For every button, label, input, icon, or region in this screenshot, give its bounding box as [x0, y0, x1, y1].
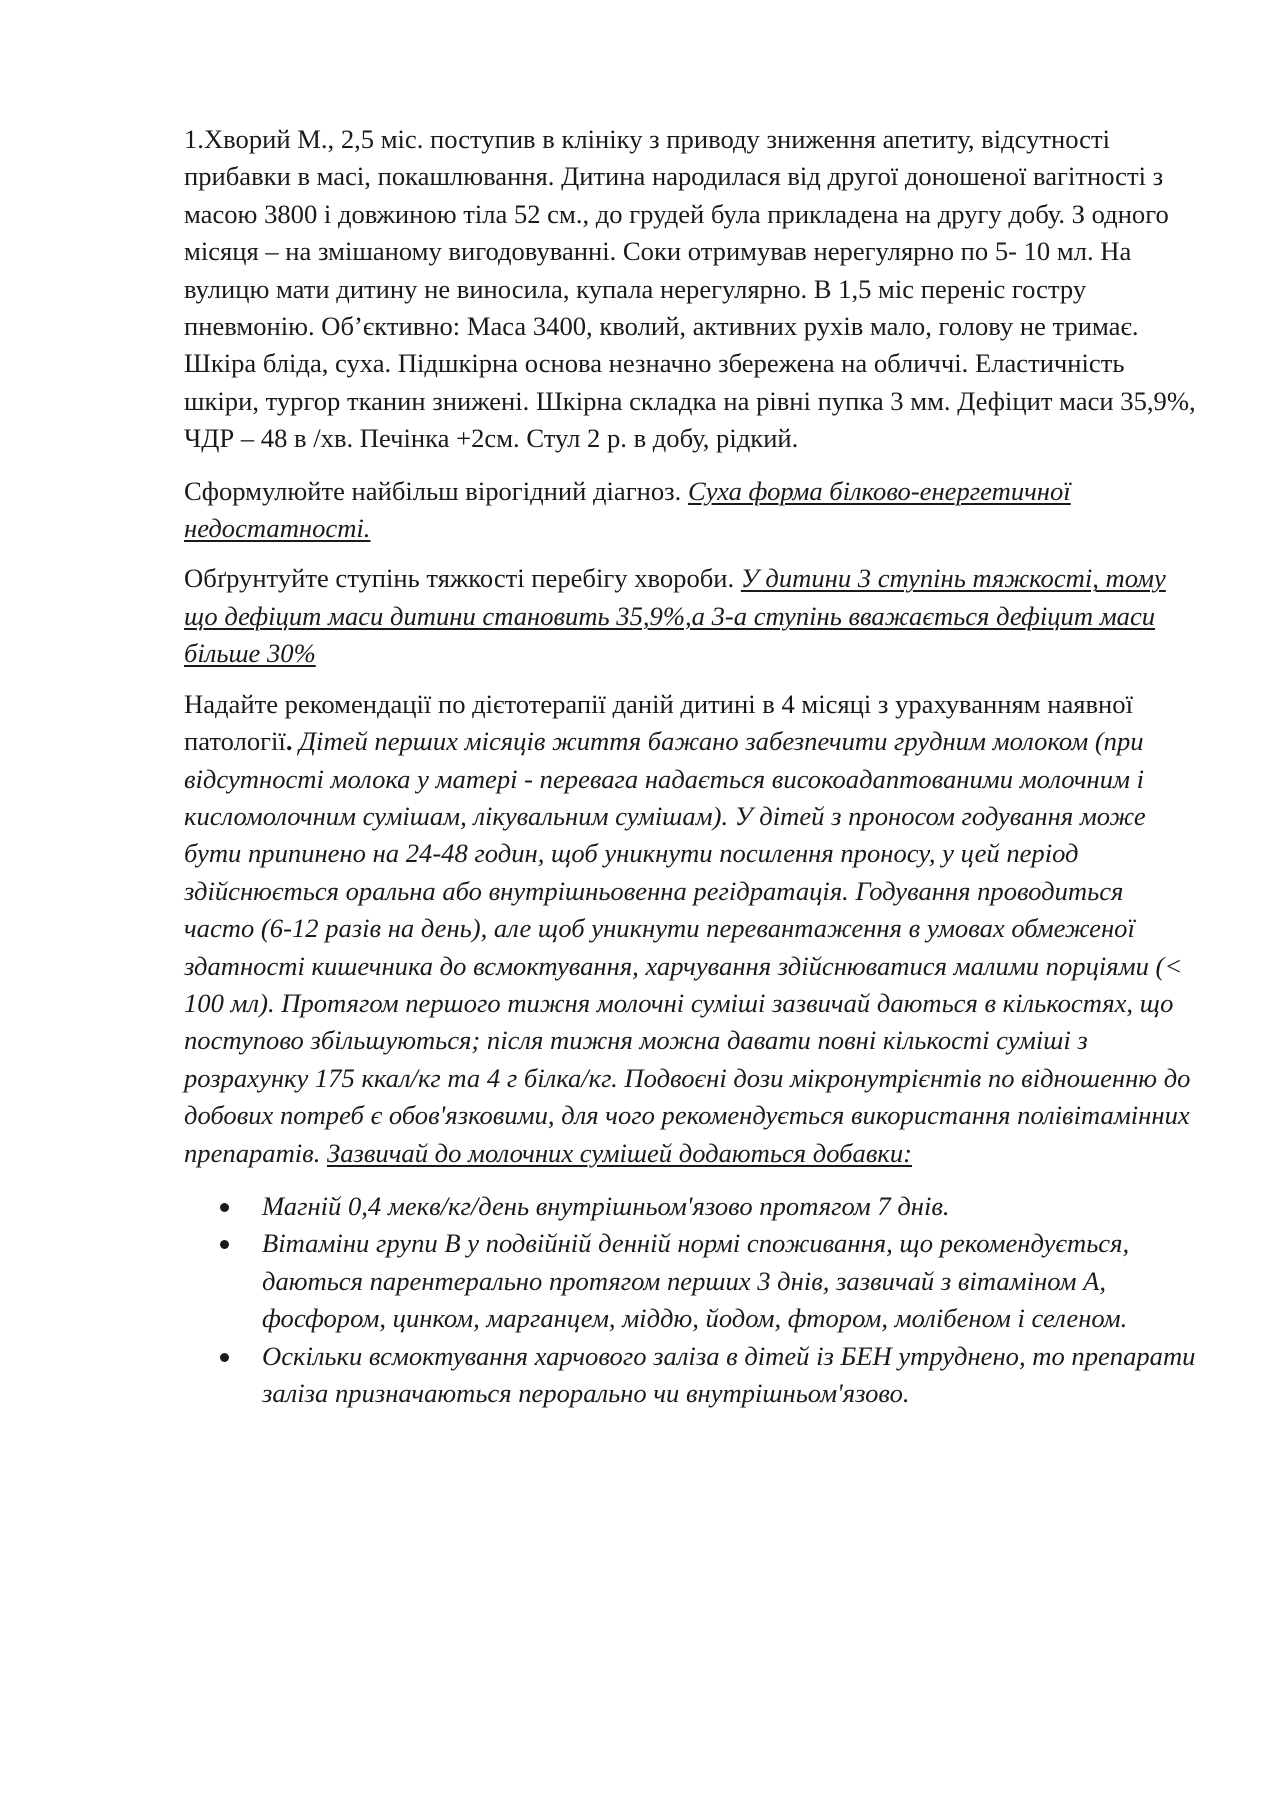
case-description: 1.Хворий М., 2,5 міс. поступив в клініку з приводу зниження апетиту, відсутності прибавки в масі, покашлювання. Дитина народилася від другої доношеної вагітності з масою 3800 і довжиною тіла 52 см., до грудей була прикладена на другу добу. З одного місяця – на змішаному вигодовуванні. Соки отримував нерегулярно по 5- 10 мл. На вулицю мати дитину не виносила, купала нерегулярно. В 1,5 міс переніс гостру пневмонію. Об’єктивно: Маса 3400, кволий, активних рухів мало, голову не тримає. Шкіра бліда, суха. Підшкірна основа незначно збережена на обличчі. Еластичність шкіри, тургор тканин знижені. Шкірна складка на рівні пупка 3 мм. Дефіцит маси 35,9%, ЧДР – 48 в /хв. Печінка +2см. Стул 2 р. в добу, рідкий. — [184, 124, 1196, 454]
supplement-item: Вітаміни групи В у подвійній денній нормі споживання, що рекомендується, даються парентерально протягом перших 3 днів, зазвичай з вітаміном А, фосфором, цинком, марганцем, міддю, йодом, фтором, молібеном і селеном. — [262, 1225, 1196, 1337]
question-severity-text: Обґрунтуйте ступінь тяжкості перебігу хвороби. — [184, 563, 741, 594]
supplements-heading: Зазвичай до молочних сумішей додаються добавки: — [327, 1137, 912, 1168]
answer-diagnosis: Суха форма білково-енергетичної недостатності. — [184, 475, 1071, 544]
question-diet — [184, 686, 1196, 1172]
question-diet-text: Надайте рекомендації по дієтотерапії даній дитині в 4 місяці з урахуванням наявної патології — [184, 688, 1133, 757]
document-page — [184, 121, 1196, 1412]
question-severity — [184, 560, 1196, 672]
question-diagnosis — [184, 473, 1196, 548]
supplement-item: Оскільки всмоктування харчового заліза в дітей із БЕН утруднено, то препарати заліза призначаються перорально чи внутрішньом'язово. — [262, 1338, 1196, 1413]
question-diet-dot: . — [285, 726, 293, 757]
supplements-list — [184, 1188, 1196, 1412]
supplement-item: Магній 0,4 мекв/кг/день внутрішньом'язово протягом 7 днів. — [262, 1188, 1196, 1225]
question-diagnosis-text: Сформулюйте найбільш вірогідний діагноз. — [184, 475, 688, 506]
answer-severity: У дитини 3 ступінь тяжкості, тому що дефіцит маси дитини становить 35,9%,а 3-а ступінь вважається дефіцит маси більше 30% — [184, 563, 1166, 669]
answer-diet: Дітей перших місяців життя бажано забезпечити грудним молоком (при відсутності молока у матері - перевага надається високоадаптованими молочним і кисломолочним сумішам, лікувальним сумішам). У дітей з проносом годування може бути припинено на 24-48 годин, щоб уникнути посилення проносу, у цей період здійснюється оральна або внутрішньовенна регідратація. Годування проводиться часто (6-12 разів на день), але щоб уникнути перевантаження в умовах обмеженої здатності кишечника до всмоктування, харчування здійснюватися малими порціями (< 100 мл). Протягом першого тижня молочні суміші зазвичай даються в кількостях, що поступово збільшуються; після тижня можна давати повні кількості суміші з розрахунку 175 ккал/кг та 4 г білка/кг. Подвоєні дози мікронутрієнтів по відношенню до добових потреб є обов'язковими, для чого рекомендується використання полівітамінних препаратів. — [184, 726, 1191, 1168]
